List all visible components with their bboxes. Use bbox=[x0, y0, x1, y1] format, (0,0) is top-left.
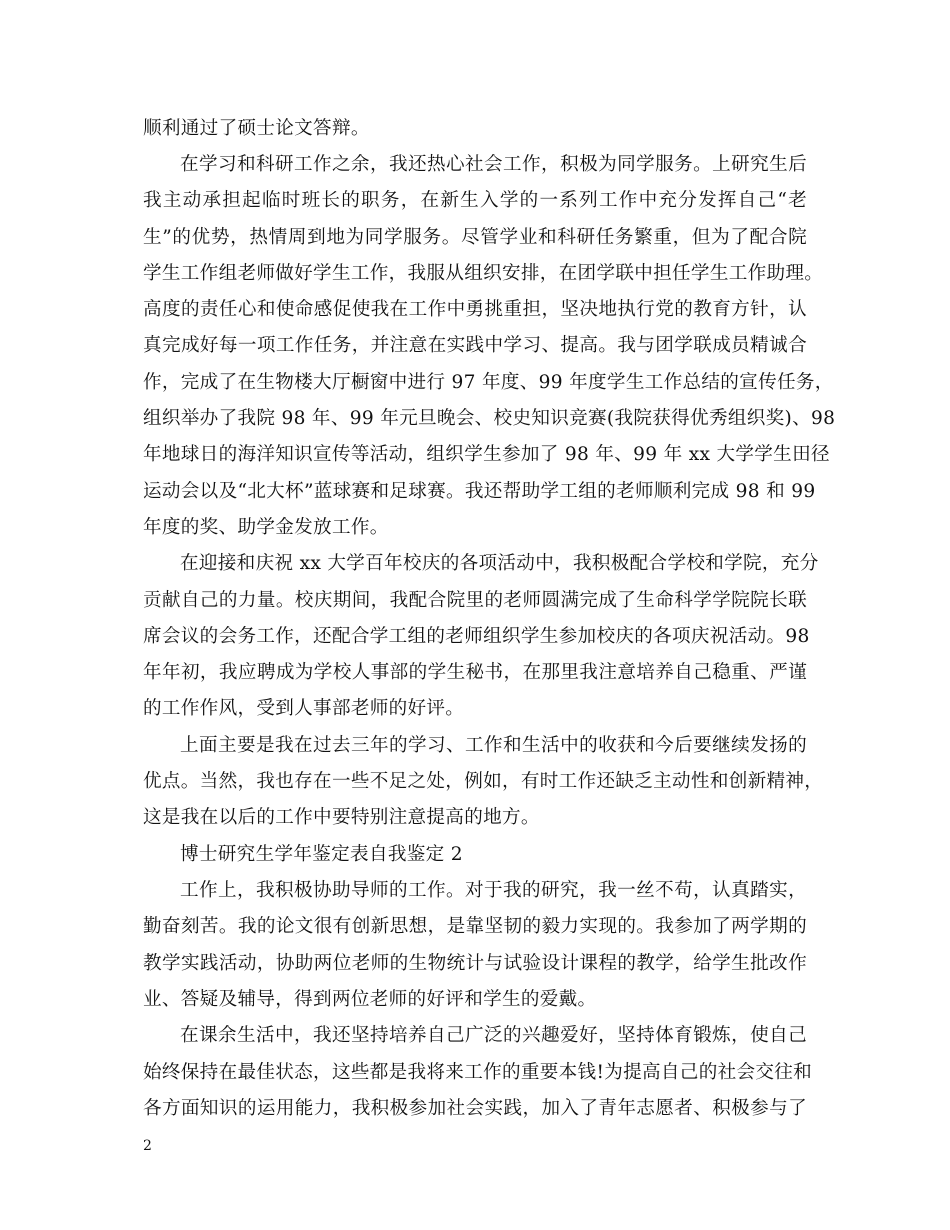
section-heading: 博士研究生学年鉴定表自我鉴定 2 bbox=[180, 844, 463, 865]
text-line: 运动会以及“北大杯”蓝球赛和足球赛。我还帮助学工组的老师顺利完成 98 和 99 bbox=[143, 481, 816, 502]
text-line: 年地球日的海洋知识宣传等活动，组织学生参加了 98 年、99 年 xx 大学学生田径 bbox=[143, 444, 830, 465]
text-line: 各方面知识的运用能力，我积极参加社会实践，加入了青年志愿者、积极参与了 bbox=[143, 1098, 807, 1119]
text-line: 顺利通过了硕士论文答辩。 bbox=[143, 118, 370, 139]
paragraph-first-line: 在迎接和庆祝 xx 大学百年校庆的各项活动中，我积极配合学校和学院，充分 bbox=[180, 553, 819, 574]
text-line: 教学实践活动，协助两位老师的生物统计与试验设计课程的教学，给学生批改作 bbox=[143, 953, 807, 974]
text-line: 作，完成了在生物楼大厅橱窗中进行 97 年度、99 年度学生工作总结的宣传任务， bbox=[143, 372, 834, 393]
text-line: 我主动承担起临时班长的职务，在新生入学的一系列工作中充分发挥自己“老 bbox=[143, 190, 807, 211]
text-line: 勤奋刻苦。我的论文很有创新思想，是靠坚韧的毅力实现的。我参加了两学期的 bbox=[143, 916, 807, 937]
text-line: 年年初，我应聘成为学校人事部的学生秘书，在那里我注意培养自己稳重、严谨 bbox=[143, 662, 807, 683]
text-line: 年度的奖、助学金发放工作。 bbox=[143, 517, 389, 538]
paragraph-first-line: 上面主要是我在过去三年的学习、工作和生活中的收获和今后要继续发扬的 bbox=[180, 735, 807, 756]
text-line: 学生工作组老师做好学生工作，我服从组织安排，在团学联中担任学生工作助理。 bbox=[143, 263, 824, 284]
paragraph-first-line: 在课余生活中，我还坚持培养自己广泛的兴趣爱好，坚持体育锻炼，使自己 bbox=[180, 1025, 807, 1046]
text-line: 优点。当然，我也存在一些不足之处，例如，有时工作还缺乏主动性和创新精神， bbox=[143, 771, 824, 792]
text-line: 高度的责任心和使命感促使我在工作中勇挑重担，坚决地执行党的教育方针，认 bbox=[143, 299, 807, 320]
text-line: 这是我在以后的工作中要特别注意提高的地方。 bbox=[143, 807, 540, 828]
paragraph-first-line: 在学习和科研工作之余，我还热心社会工作，积极为同学服务。上研究生后 bbox=[180, 154, 807, 175]
text-line: 始终保持在最佳状态，这些都是我将来工作的重要本钱!为提高自己的社会交往和 bbox=[143, 1062, 813, 1083]
paragraph-first-line: 工作上，我积极协助导师的工作。对于我的研究，我一丝不苟，认真踏实， bbox=[180, 880, 807, 901]
text-line: 组织举办了我院 98 年、99 年元旦晚会、校史知识竞赛(我院获得优秀组织奖)、98 bbox=[143, 408, 836, 429]
text-line: 业、答疑及辅导，得到两位老师的好评和学生的爱戴。 bbox=[143, 989, 597, 1010]
text-line: 真完成好每一项工作任务，并注意在实践中学习、提高。我与团学联成员精诚合 bbox=[143, 335, 807, 356]
text-line: 席会议的会务工作，还配合学工组的老师组织学生参加校庆的各项庆祝活动。98 bbox=[143, 626, 810, 647]
text-line: 的工作作风，受到人事部老师的好评。 bbox=[143, 698, 465, 719]
text-line: 生”的优势，热情周到地为同学服务。尽管学业和科研任务繁重，但为了配合院 bbox=[143, 227, 807, 248]
page-number: 2 bbox=[143, 1138, 152, 1154]
text-line: 贡献自己的力量。校庆期间，我配合院里的老师圆满完成了生命科学学院院长联 bbox=[143, 590, 807, 611]
